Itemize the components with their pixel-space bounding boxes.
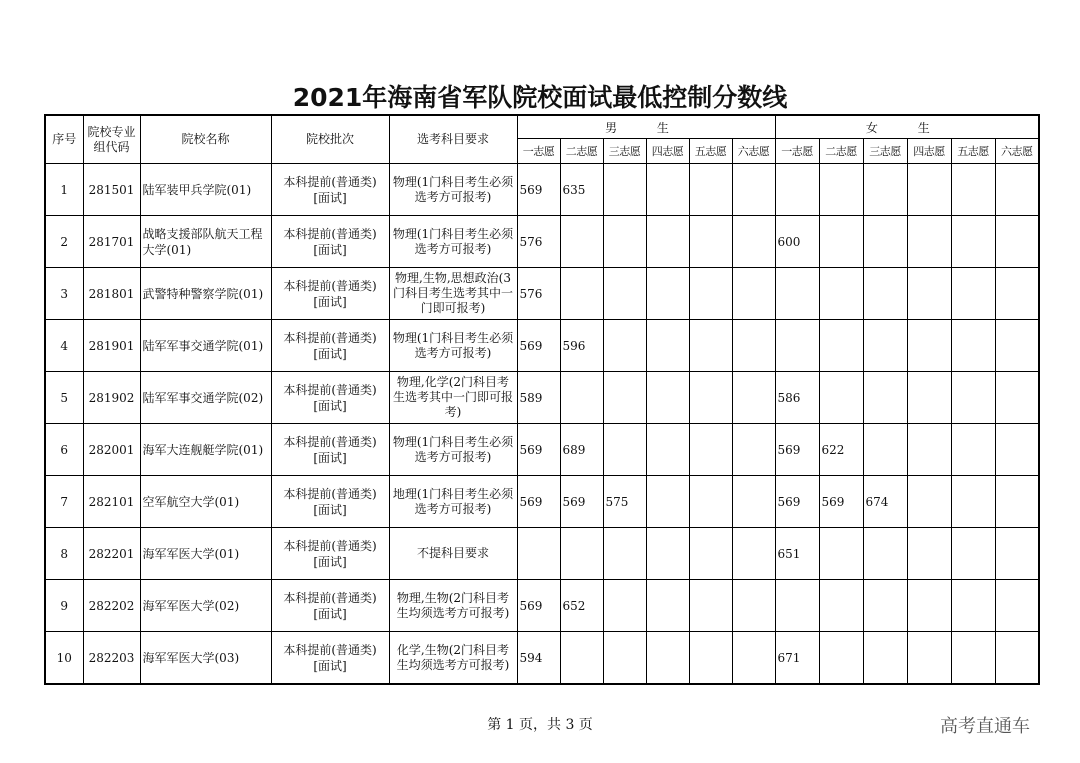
male-score-cell [603, 320, 646, 372]
male-score-cell [732, 216, 775, 268]
female-score-cell [995, 580, 1039, 632]
header-female-choice: 一志愿 [775, 139, 819, 164]
male-score-cell: 569 [517, 164, 560, 216]
male-score-cell [517, 528, 560, 580]
male-score-cell [732, 164, 775, 216]
female-score-cell [819, 372, 863, 424]
female-score-cell [995, 528, 1039, 580]
header-batch: 院校批次 [271, 115, 389, 164]
header-male-choice: 四志愿 [646, 139, 689, 164]
header-male-choice: 三志愿 [603, 139, 646, 164]
male-score-cell [732, 268, 775, 320]
male-score-cell [732, 632, 775, 685]
male-score-cell [732, 424, 775, 476]
row-code: 282101 [83, 476, 140, 528]
row-batch-line1: 本科提前(普通类) [283, 278, 377, 293]
page-title: 2021年海南省军队院校面试最低控制分数线 [292, 83, 788, 112]
male-score-cell: 569 [517, 580, 560, 632]
female-score-cell [951, 164, 995, 216]
row-subject-requirement: 物理(1门科目考生必须选考方可报考) [389, 216, 517, 268]
row-index: 10 [45, 632, 83, 685]
female-score-cell: 586 [775, 372, 819, 424]
score-table [44, 114, 1040, 685]
male-score-cell [732, 528, 775, 580]
row-code: 282001 [83, 424, 140, 476]
table-body [45, 164, 1039, 685]
male-score-cell: 576 [517, 216, 560, 268]
female-score-cell [819, 580, 863, 632]
header-code-line2: 组代码 [93, 139, 130, 154]
row-code: 282202 [83, 580, 140, 632]
female-score-cell [951, 424, 995, 476]
male-score-cell [689, 580, 732, 632]
header-male-choice: 五志愿 [689, 139, 732, 164]
female-score-cell [907, 372, 951, 424]
female-score-cell [951, 216, 995, 268]
row-index: 1 [45, 164, 83, 216]
row-index: 5 [45, 372, 83, 424]
row-index: 8 [45, 528, 83, 580]
male-score-cell [560, 372, 603, 424]
female-score-cell [907, 216, 951, 268]
header-code-line1: 院校专业 [87, 124, 136, 139]
female-score-cell [775, 320, 819, 372]
table-row [45, 216, 1039, 268]
row-batch-line2: [面试] [313, 658, 347, 673]
male-score-cell [603, 268, 646, 320]
row-batch [271, 528, 389, 580]
female-score-cell: 569 [819, 476, 863, 528]
row-code: 281901 [83, 320, 140, 372]
male-score-cell [560, 632, 603, 685]
row-index: 3 [45, 268, 83, 320]
row-batch-line2: [面试] [313, 346, 347, 361]
row-batch-line1: 本科提前(普通类) [283, 330, 377, 345]
row-batch-line1: 本科提前(普通类) [283, 434, 377, 449]
female-score-cell: 671 [775, 632, 819, 685]
male-score-cell [646, 580, 689, 632]
row-batch [271, 268, 389, 320]
male-score-cell [646, 424, 689, 476]
row-school-name: 武警特种警察学院(01) [140, 268, 271, 320]
row-index: 6 [45, 424, 83, 476]
row-batch-line2: [面试] [313, 294, 347, 309]
female-score-cell [995, 268, 1039, 320]
row-subject-requirement: 物理,生物,思想政治(3门科目考生选考其中一门即可报考) [389, 268, 517, 320]
female-score-cell [907, 528, 951, 580]
male-score-cell [732, 580, 775, 632]
table-row [45, 268, 1039, 320]
male-score-cell: 569 [517, 320, 560, 372]
header-male-choice: 一志愿 [517, 139, 560, 164]
female-score-cell [907, 580, 951, 632]
row-batch-line1: 本科提前(普通类) [283, 590, 377, 605]
row-school-name: 陆军军事交通学院(02) [140, 372, 271, 424]
male-score-cell: 635 [560, 164, 603, 216]
male-score-cell [689, 268, 732, 320]
female-score-cell [995, 164, 1039, 216]
male-score-cell [689, 320, 732, 372]
female-score-cell [951, 580, 995, 632]
male-score-cell [689, 164, 732, 216]
table-row [45, 424, 1039, 476]
male-score-cell [646, 632, 689, 685]
male-score-cell: 589 [517, 372, 560, 424]
table-row [45, 580, 1039, 632]
row-index: 7 [45, 476, 83, 528]
row-batch-line2: [面试] [313, 450, 347, 465]
female-score-cell [775, 164, 819, 216]
female-score-cell [863, 424, 907, 476]
male-score-cell: 569 [517, 476, 560, 528]
male-score-cell: 689 [560, 424, 603, 476]
female-score-cell [951, 476, 995, 528]
header-female-choice: 二志愿 [819, 139, 863, 164]
male-score-cell [689, 476, 732, 528]
female-score-cell [819, 632, 863, 685]
female-score-cell [951, 632, 995, 685]
row-batch-line2: [面试] [313, 554, 347, 569]
table-row [45, 164, 1039, 216]
female-score-cell [819, 268, 863, 320]
female-score-cell [907, 164, 951, 216]
row-batch [271, 164, 389, 216]
row-batch-line1: 本科提前(普通类) [283, 642, 377, 657]
row-code: 282201 [83, 528, 140, 580]
male-score-cell [603, 528, 646, 580]
female-score-cell [951, 320, 995, 372]
row-subject-requirement: 地理(1门科目考生必须选考方可报考) [389, 476, 517, 528]
row-subject-requirement: 物理(1门科目考生必须选考方可报考) [389, 424, 517, 476]
header-seq: 序号 [45, 115, 83, 164]
row-school-name: 空军航空大学(01) [140, 476, 271, 528]
female-score-cell [951, 528, 995, 580]
female-score-cell [907, 632, 951, 685]
male-score-cell [560, 528, 603, 580]
female-score-cell [907, 476, 951, 528]
male-score-cell [603, 632, 646, 685]
header-name: 院校名称 [140, 115, 271, 164]
male-score-cell: 569 [517, 424, 560, 476]
female-score-cell [775, 268, 819, 320]
row-batch [271, 476, 389, 528]
row-batch-line2: [面试] [313, 398, 347, 413]
row-batch-line1: 本科提前(普通类) [283, 226, 377, 241]
female-score-cell [995, 476, 1039, 528]
row-batch [271, 424, 389, 476]
row-batch-line1: 本科提前(普通类) [283, 538, 377, 553]
male-score-cell [603, 580, 646, 632]
header-female-choice: 三志愿 [863, 139, 907, 164]
row-school-name: 陆军军事交通学院(01) [140, 320, 271, 372]
male-score-cell [689, 528, 732, 580]
watermark: 高考直通车 [940, 716, 1030, 737]
female-score-cell [819, 164, 863, 216]
female-score-cell [775, 580, 819, 632]
male-score-cell [689, 372, 732, 424]
row-batch [271, 320, 389, 372]
row-index: 9 [45, 580, 83, 632]
female-score-cell [819, 216, 863, 268]
female-score-cell [863, 268, 907, 320]
table-row [45, 476, 1039, 528]
female-score-cell [995, 216, 1039, 268]
male-score-cell [689, 424, 732, 476]
male-score-cell [646, 216, 689, 268]
row-school-name: 战略支援部队航天工程大学(01) [140, 216, 271, 268]
header-female: 女 生 [775, 115, 1039, 139]
table-row [45, 528, 1039, 580]
male-score-cell [646, 476, 689, 528]
female-score-cell [951, 268, 995, 320]
male-score-cell: 569 [560, 476, 603, 528]
female-score-cell: 600 [775, 216, 819, 268]
row-batch-line1: 本科提前(普通类) [283, 486, 377, 501]
row-subject-requirement: 物理(1门科目考生必须选考方可报考) [389, 164, 517, 216]
male-score-cell [603, 164, 646, 216]
row-code: 281801 [83, 268, 140, 320]
male-score-cell: 652 [560, 580, 603, 632]
male-score-cell [689, 216, 732, 268]
male-score-cell [603, 372, 646, 424]
row-batch [271, 372, 389, 424]
male-score-cell [646, 528, 689, 580]
row-school-name: 陆军装甲兵学院(01) [140, 164, 271, 216]
male-score-cell [603, 216, 646, 268]
header-male-choice: 六志愿 [732, 139, 775, 164]
row-code: 282203 [83, 632, 140, 685]
female-score-cell [995, 320, 1039, 372]
row-school-name: 海军军医大学(01) [140, 528, 271, 580]
table-row [45, 372, 1039, 424]
male-score-cell [560, 216, 603, 268]
female-score-cell [863, 372, 907, 424]
male-score-cell: 594 [517, 632, 560, 685]
female-score-cell: 569 [775, 424, 819, 476]
male-score-cell [646, 268, 689, 320]
male-score-cell [646, 320, 689, 372]
female-score-cell [907, 320, 951, 372]
row-batch [271, 632, 389, 685]
header-female-choice: 五志愿 [951, 139, 995, 164]
female-score-cell [995, 424, 1039, 476]
row-school-name: 海军军医大学(02) [140, 580, 271, 632]
male-score-cell [646, 372, 689, 424]
female-score-cell: 622 [819, 424, 863, 476]
row-code: 281902 [83, 372, 140, 424]
header-male: 男 生 [517, 115, 775, 139]
female-score-cell [863, 164, 907, 216]
female-score-cell [819, 320, 863, 372]
female-score-cell [863, 632, 907, 685]
row-code: 281701 [83, 216, 140, 268]
male-score-cell: 596 [560, 320, 603, 372]
row-index: 4 [45, 320, 83, 372]
female-score-cell: 651 [775, 528, 819, 580]
female-score-cell [907, 424, 951, 476]
female-score-cell [863, 216, 907, 268]
table-row [45, 320, 1039, 372]
row-batch-line1: 本科提前(普通类) [283, 382, 377, 397]
row-index: 2 [45, 216, 83, 268]
row-subject-requirement: 物理(1门科目考生必须选考方可报考) [389, 320, 517, 372]
female-score-cell: 674 [863, 476, 907, 528]
row-subject-requirement: 物理,生物(2门科目考生均须选考方可报考) [389, 580, 517, 632]
table-row [45, 632, 1039, 685]
female-score-cell: 569 [775, 476, 819, 528]
female-score-cell [995, 372, 1039, 424]
male-score-cell [560, 268, 603, 320]
male-score-cell [646, 164, 689, 216]
row-batch-line2: [面试] [313, 190, 347, 205]
male-score-cell [732, 476, 775, 528]
row-subject-requirement: 物理,化学(2门科目考生选考其中一门即可报考) [389, 372, 517, 424]
row-batch-line2: [面试] [313, 606, 347, 621]
header-male-choice: 二志愿 [560, 139, 603, 164]
female-score-cell [863, 320, 907, 372]
female-score-cell [907, 268, 951, 320]
female-score-cell [819, 528, 863, 580]
row-batch-line2: [面试] [313, 502, 347, 517]
row-subject-requirement: 化学,生物(2门科目考生均须选考方可报考) [389, 632, 517, 685]
page-footer: 第 1 页，共 3 页 [487, 717, 593, 733]
row-school-name: 海军大连舰艇学院(01) [140, 424, 271, 476]
female-score-cell [863, 580, 907, 632]
row-batch [271, 580, 389, 632]
row-batch [271, 216, 389, 268]
row-batch-line1: 本科提前(普通类) [283, 174, 377, 189]
header-female-choice: 六志愿 [995, 139, 1039, 164]
female-score-cell [863, 528, 907, 580]
male-score-cell: 576 [517, 268, 560, 320]
female-score-cell [995, 632, 1039, 685]
male-score-cell [689, 632, 732, 685]
male-score-cell: 575 [603, 476, 646, 528]
row-code: 281501 [83, 164, 140, 216]
header-req: 选考科目要求 [389, 115, 517, 164]
row-subject-requirement: 不提科目要求 [389, 528, 517, 580]
row-school-name: 海军军医大学(03) [140, 632, 271, 685]
male-score-cell [603, 424, 646, 476]
male-score-cell [732, 320, 775, 372]
female-score-cell [951, 372, 995, 424]
header-code [83, 115, 140, 164]
male-score-cell [732, 372, 775, 424]
header-female-choice: 四志愿 [907, 139, 951, 164]
row-batch-line2: [面试] [313, 242, 347, 257]
